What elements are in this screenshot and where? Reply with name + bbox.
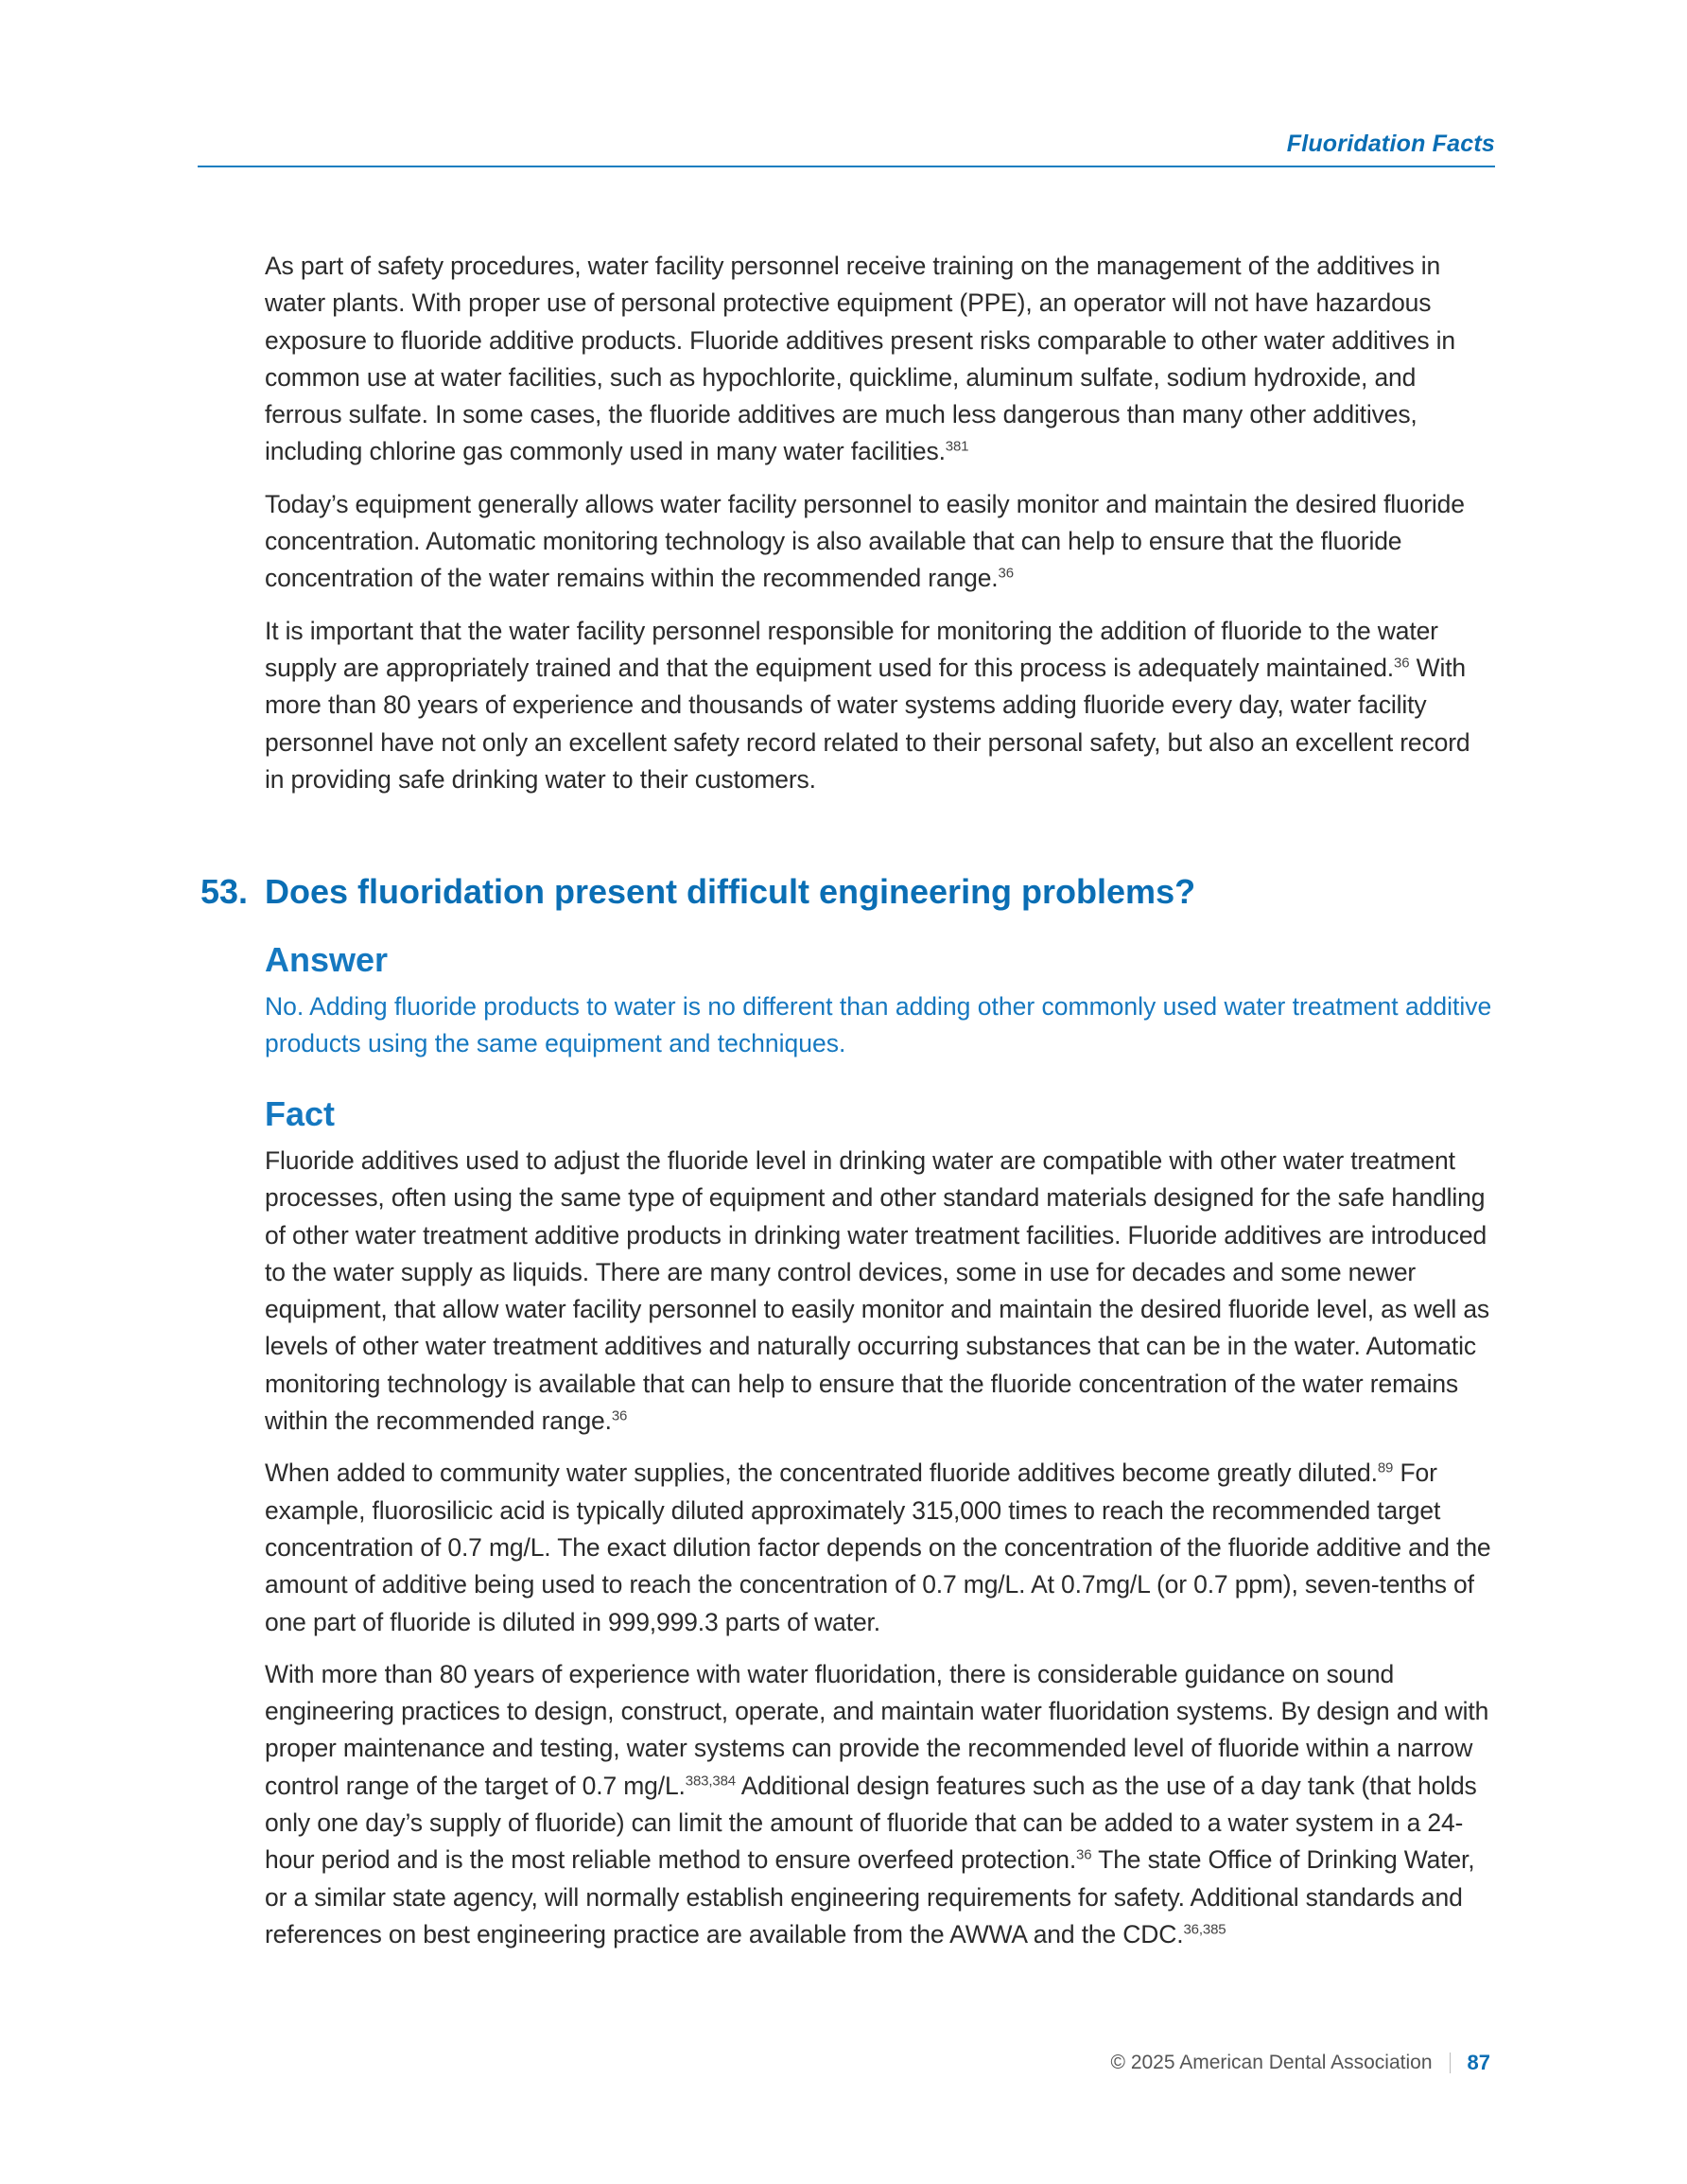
running-header-title: Fluoridation Facts	[1286, 131, 1495, 157]
copyright-text: © 2025 American Dental Association	[1110, 2052, 1433, 2073]
paragraph-text: With more than 80 years of experience and thousands of water systems adding fluoride every day, water facility personnel have not only an excellent safety record related to their personal safety, but also an excellent record in providing safe drinking water to their customers.	[265, 653, 1470, 794]
paragraph	[265, 1143, 1494, 1440]
intro-section	[265, 248, 1494, 813]
question-number: 53.	[200, 872, 249, 911]
paragraph	[265, 248, 1494, 471]
answer-text: No. Adding fluoride products to water is no different than adding other commonly used water treatment additive products using the same equipment and techniques.	[265, 992, 1492, 1057]
paragraph-text: When added to community water supplies, the concentrated fluoride additives become greatly diluted.	[265, 1459, 1378, 1488]
answer-section	[265, 939, 1494, 1062]
citation: 36	[998, 565, 1014, 582]
question-title: Does fluoridation present difficult engineering problems?	[265, 872, 1196, 911]
citation: 36	[1076, 1846, 1092, 1863]
citation: 36,385	[1183, 1921, 1226, 1938]
page-number: 87	[1467, 2051, 1490, 2074]
citation: 381	[945, 438, 969, 455]
citation: 36	[611, 1407, 628, 1424]
paragraph	[265, 1455, 1494, 1640]
paragraph-text: Today’s equipment generally allows water facility personnel to easily monitor and maintain the desired fluoride concentration. Automatic monitoring technology is also available that can help to ensure that the fluoride concentration of the water remains within the recommended range.	[265, 489, 1465, 593]
paragraph-text: With more than 80 years of experience with water fluoridation, there is considerable guidance on sound engineering practices to design, construct, operate, and maintain water fluoridation systems. By design and with proper maintenance and testing, water systems can provide the recommended level of fluoride within a narrow control range of the target of 0.7 mg/L.	[265, 1659, 1489, 1800]
question-heading	[200, 872, 1195, 912]
fact-section	[265, 1093, 1494, 1968]
footer-divider	[1450, 2053, 1451, 2073]
paragraph-text: Fluoride additives used to adjust the fluoride level in drinking water are compatible with other water treatment processes, often using the same type of equipment and other standard materials designed for the safe handling of other water treatment additive products in drinking water treatment facilities. Fluoride additives are introduced to the water supply as liquids. There are many control devices, some in use for decades and some newer equipment, that allow water facility personnel to easily monitor and maintain the desired fluoride level, as well as levels of other water treatment additives and naturally occurring substances that can be in the water. Automatic monitoring technology is available that can help to ensure that the fluoride concentration of the water remains within the recommended range.	[265, 1146, 1490, 1436]
paragraph-text: The state Office of Drinking Water, or a similar state agency, will normally establish engineering requirements for safety. Additional standards and references on best engineering practice are available from the AWWA and the CDC.	[265, 1845, 1475, 1948]
paragraph-text: Additional design features such as the use of a day tank (that holds only one day’s supply of fluoride) can limit the amount of fluoride that can be added to a water system in a 24-hour period and is the most reliable method to ensure overfeed protection.	[265, 1771, 1477, 1875]
paragraph-text: As part of safety procedures, water facility personnel receive training on the management of the additives in water plants. With proper use of personal protective equipment (PPE), an operator will not have hazardous exposure to fluoride additive products. Fluoride additives present risks comparable to other water additives in common use at water facilities, such as hypochlorite, quicklime, aluminum sulfate, sodium hydroxide, and ferrous sulfate. In some cases, the fluoride additives are much less dangerous than many other additives, including chlorine gas commonly used in many water facilities.	[265, 252, 1455, 466]
answer-label: Answer	[265, 940, 389, 979]
paragraph	[265, 486, 1494, 598]
paragraph	[265, 613, 1494, 798]
header-divider	[198, 166, 1495, 167]
citation: 36	[1394, 655, 1410, 672]
fact-label: Fact	[265, 1094, 336, 1133]
paragraph-text: For example, fluorosilicic acid is typically diluted approximately 315,000 times to reach the recommended target concentration of 0.7 mg/L. The exact dilution factor depends on the concentration of the fluoride additive and the amount of additive being used to reach the concentration of 0.7 mg/L. At 0.7mg/L (or 0.7 ppm), seven-tenths of one part of fluoride is diluted in 999,999.3 parts of water.	[265, 1459, 1491, 1636]
citation: 383,384	[685, 1773, 736, 1789]
paragraph	[265, 1656, 1494, 1953]
paragraph-text: It is important that the water facility personnel responsible for monitoring the addition of fluoride to the water supply are appropriately trained and that the equipment used for this process is adequately maintained.	[265, 616, 1438, 682]
citation: 89	[1377, 1459, 1394, 1476]
page-footer	[1111, 2051, 1490, 2075]
